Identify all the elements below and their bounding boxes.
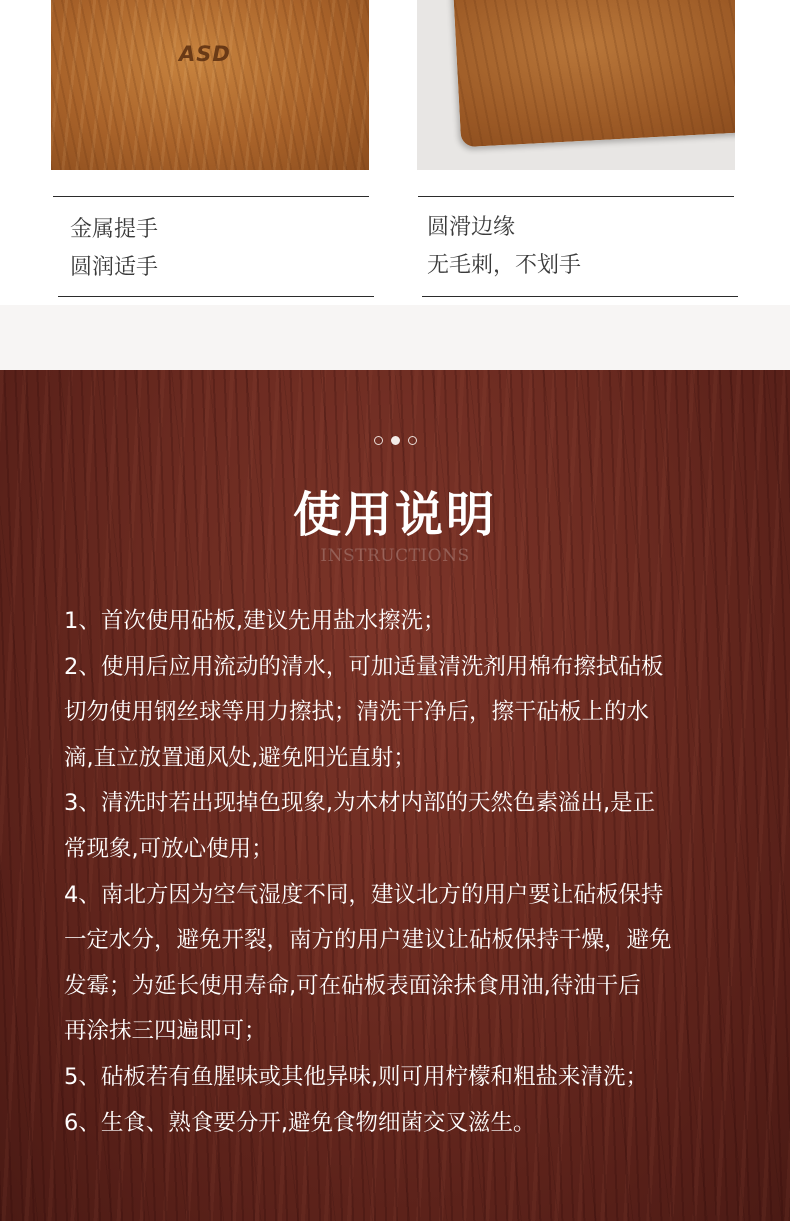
dot-icon	[374, 436, 383, 445]
instruction-line: 滴,直立放置通风处,避免阳光直射；	[64, 744, 416, 771]
instruction-line: 一定水分，避免开裂，南方的用户建议让砧板保持干燥，避免	[64, 927, 672, 954]
instructions-section	[0, 370, 790, 1221]
divider-bottom-right	[422, 296, 738, 297]
feature-caption-handle	[70, 211, 158, 287]
instruction-line: 切勿使用钢丝球等用力擦拭；清洗干净后，擦干砧板上的水	[64, 699, 650, 726]
caption-line: 金属提手	[70, 217, 159, 242]
instructions-subtitle: INSTRUCTIONS	[320, 546, 470, 566]
instruction-line: 发霉；为延长使用寿命,可在砧板表面涂抹食用油,待油干后	[64, 972, 641, 999]
caption-line: 无毛刺，不划手	[427, 253, 582, 278]
instruction-line: 常现象,可放心使用；	[64, 835, 274, 862]
brand-logo: ASD	[179, 42, 231, 66]
divider-top-left	[53, 196, 369, 197]
handle-photo	[51, 0, 369, 170]
instruction-line: 3、清洗时若出现掉色现象,为木材内部的天然色素溢出,是正	[64, 790, 656, 817]
edge-photo	[417, 0, 735, 170]
caption-line: 圆滑边缘	[427, 215, 516, 240]
instruction-line: 4、南北方因为空气湿度不同，建议北方的用户要让砧板保持	[64, 881, 664, 908]
instruction-line: 2、使用后应用流动的清水，可加适量清洗剂用棉布擦拭砧板	[64, 653, 664, 680]
dot-icon-active	[391, 436, 400, 445]
divider-top-right	[418, 196, 734, 197]
instruction-line: 再涂抹三四遍即可；	[64, 1018, 267, 1045]
divider-bottom-left	[58, 296, 374, 297]
feature-section	[0, 0, 790, 305]
instruction-line: 5、砧板若有鱼腥味或其他异味,则可用柠檬和粗盐来清洗；	[64, 1063, 648, 1090]
decorative-dots	[0, 436, 790, 445]
instructions-title: 使用说明	[292, 487, 497, 543]
instruction-line: 6、生食、熟食要分开,避免食物细菌交叉滋生。	[64, 1109, 536, 1136]
instruction-line: 1、首次使用砧板,建议先用盐水擦洗；	[64, 608, 446, 634]
dot-icon	[408, 436, 417, 445]
feature-caption-edge	[427, 209, 581, 285]
board-corner-image	[453, 0, 735, 147]
caption-line: 圆润适手	[70, 255, 159, 280]
instructions-list	[64, 599, 734, 1146]
